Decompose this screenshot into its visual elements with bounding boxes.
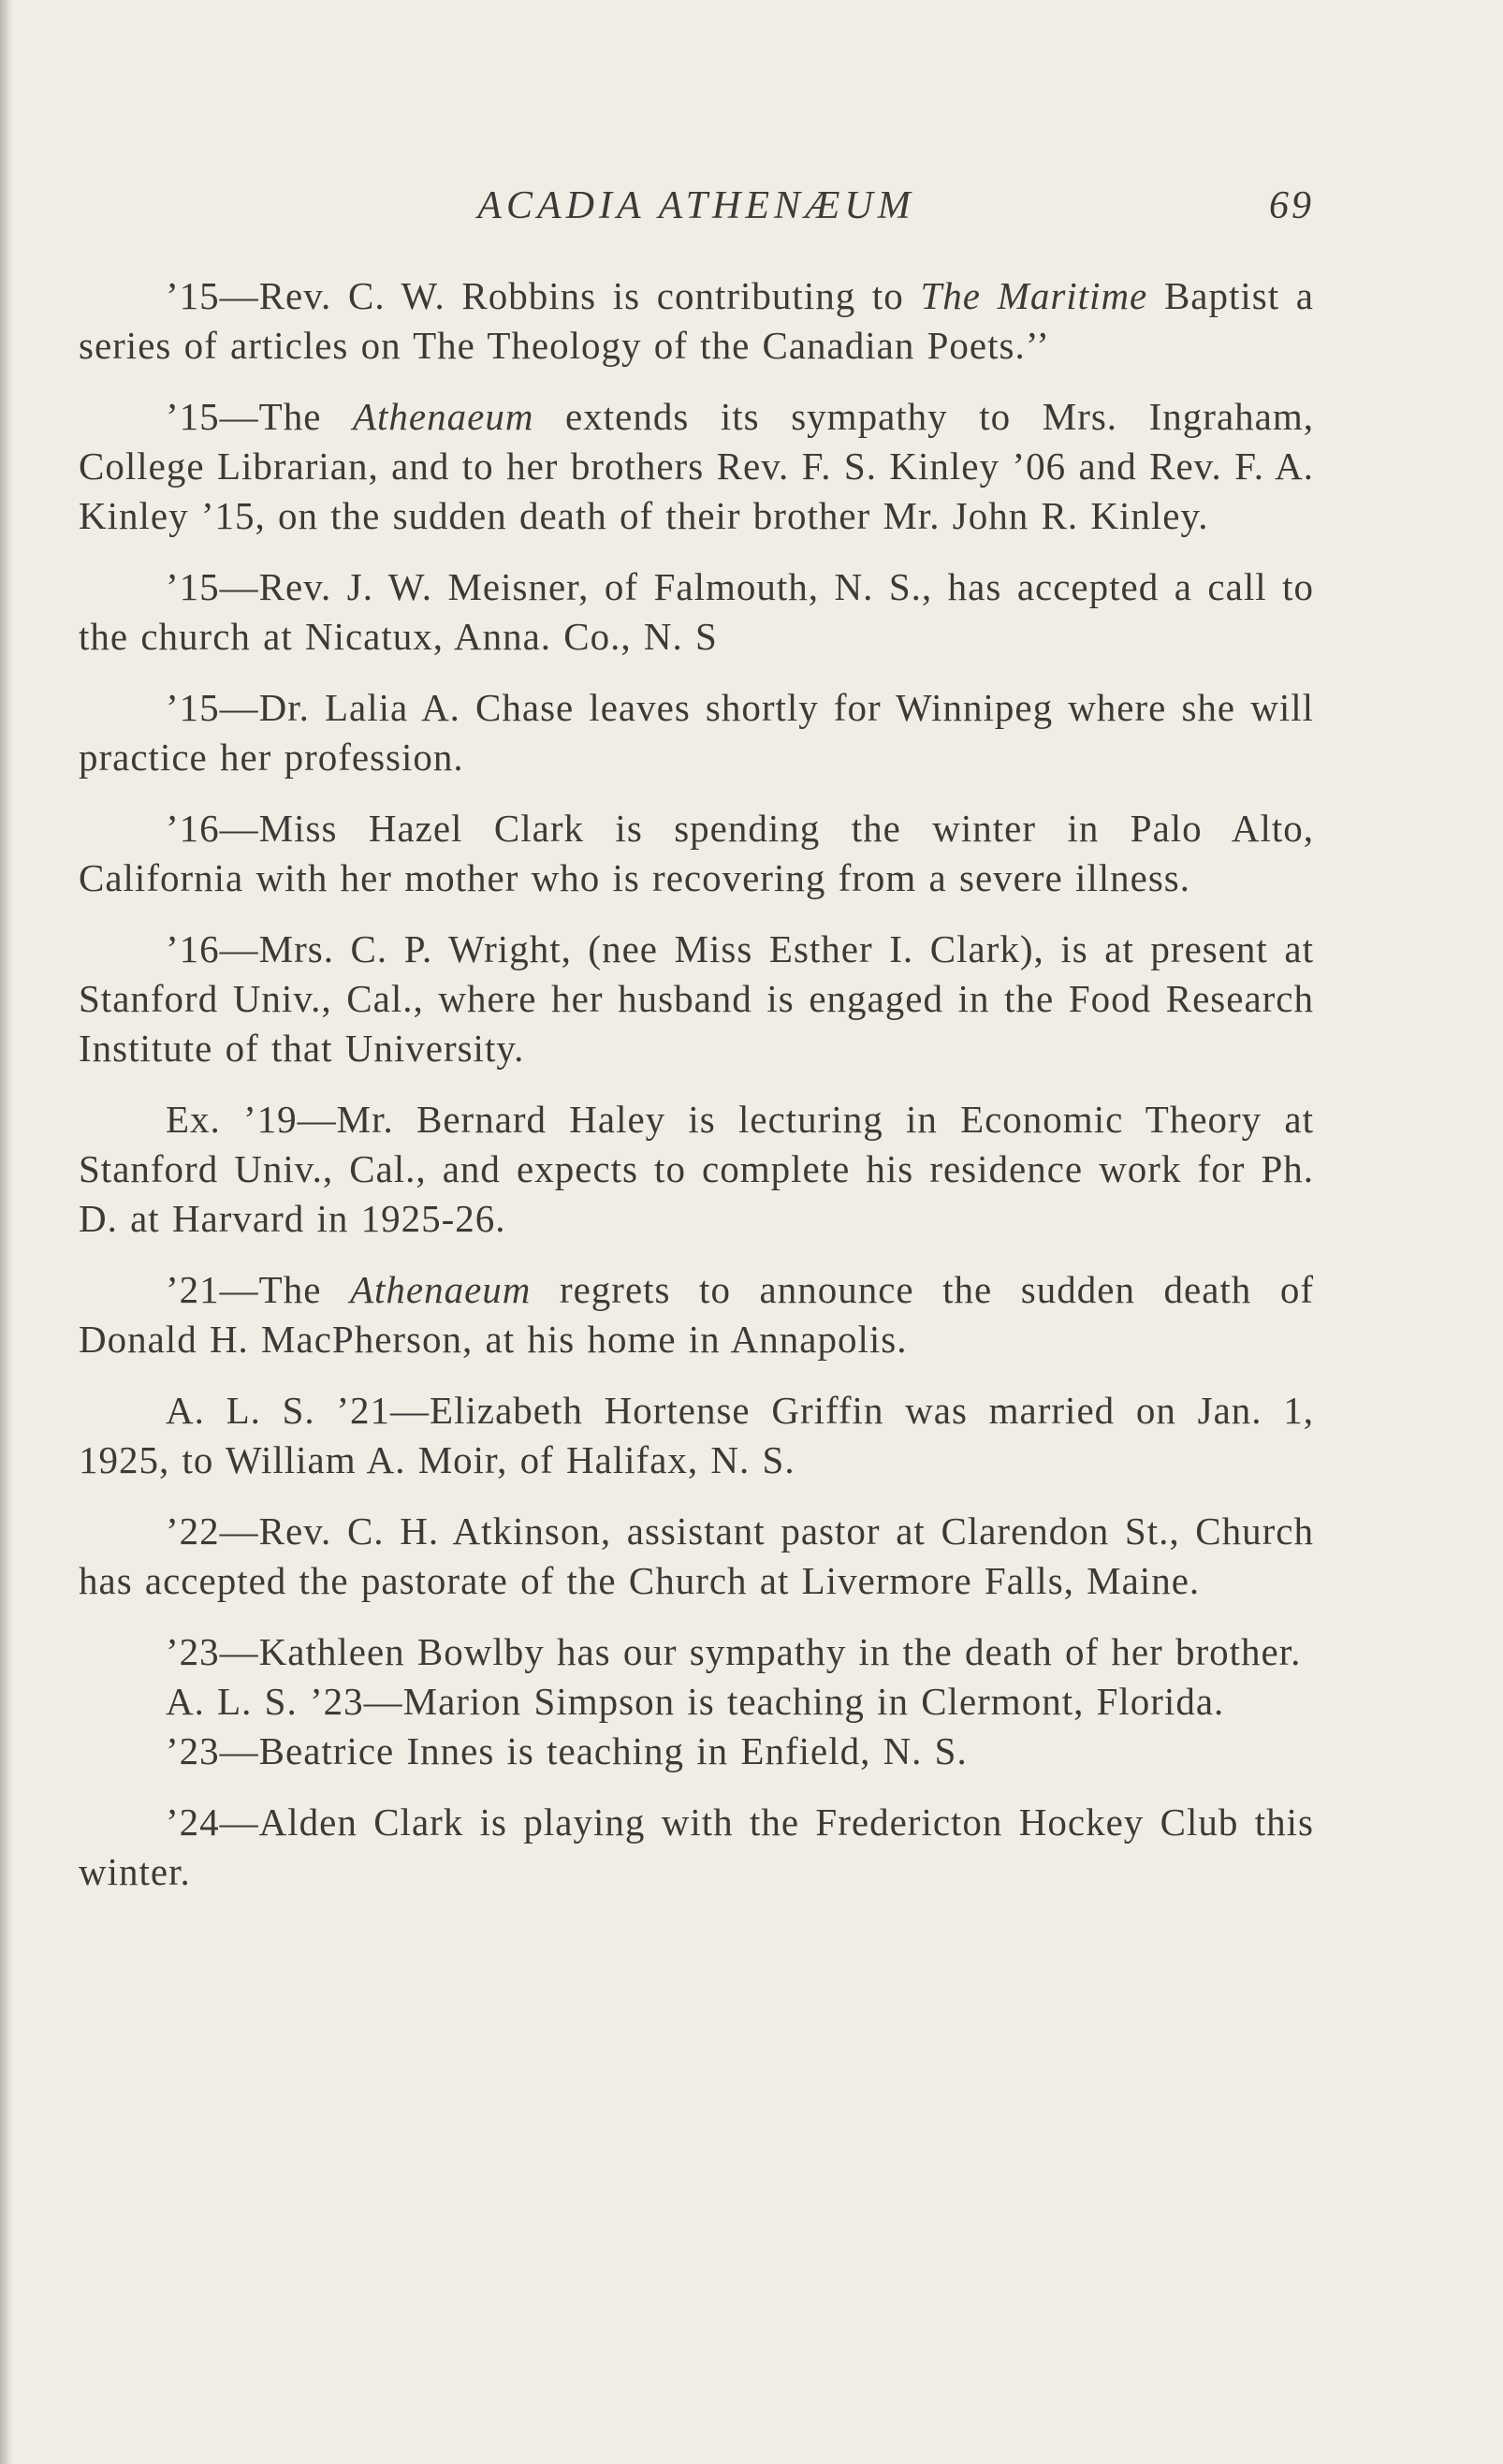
alumni-note: Ex. ’19—Mr. Bernard Haley is lecturing in Economic Theory at Stanford Univ., Cal., and expects to complete his residence work for Ph. D. at Harvard in 1925-26. [79, 1098, 1314, 1240]
alumni-note: ’16—Mrs. C. P. Wright, (nee Miss Esther I. Clark), is at present at Stanford Univ., Cal., where her husband is engaged in the Food Research Institute of that University. [79, 927, 1314, 1070]
alumni-note: ’22—Rev. C. H. Atkinson, assistant pastor at Clarendon St., Church has accepted the pastorate of the Church at Livermore Falls, Maine. [79, 1509, 1314, 1602]
page-header [79, 183, 1314, 240]
alumni-note: ’15—The Athenaeum extends its sympathy to Mrs. Ingraham, College Librarian, and to her brothers Rev. F. S. Kinley ’06 and Rev. F. A. Kinley ’15, on the sudden death of their brother Mr. John R. Kinley. [79, 395, 1314, 537]
alumni-note: ’23—Beatrice Innes is teaching in Enfield, N. S. [166, 1729, 968, 1772]
alumni-note: ’23—Kathleen Bowlby has our sympathy in the death of her brother. [166, 1630, 1302, 1673]
running-title: ACADIA ATHENÆUM [477, 184, 915, 227]
page-number: 69 [1269, 184, 1314, 227]
alumni-note: ’24—Alden Clark is playing with the Fredericton Hockey Club this winter. [79, 1801, 1314, 1893]
alumni-note: ’16—Miss Hazel Clark is spending the winter in Palo Alto, California with her mother who is recovering from a severe illness. [79, 807, 1314, 899]
alumni-notes [79, 271, 1314, 1897]
alumni-note: A. L. S. ’21—Elizabeth Hortense Griffin was married on Jan. 1, 1925, to William A. Moir, of Halifax, N. S. [79, 1389, 1314, 1481]
page-spine-shadow [0, 0, 13, 2464]
alumni-note: ’15—Rev. C. W. Robbins is contributing to The Maritime Baptist a series of articles on The Theology of the Canadian Poets.’’ [79, 274, 1315, 367]
alumni-note: ’21—The Athenaeum regrets to announce the sudden death of Donald H. MacPherson, at his home in Annapolis. [79, 1268, 1314, 1361]
alumni-note: ’15—Dr. Lalia A. Chase leaves shortly for Winnipeg where she will practice her profession. [79, 686, 1314, 779]
document-page [79, 183, 1314, 1918]
alumni-note: ’15—Rev. J. W. Meisner, of Falmouth, N. S., has accepted a call to the church at Nicatux, Anna. Co., N. S [79, 565, 1314, 658]
alumni-note: A. L. S. ’23—Marion Simpson is teaching in Clermont, Florida. [166, 1680, 1225, 1723]
